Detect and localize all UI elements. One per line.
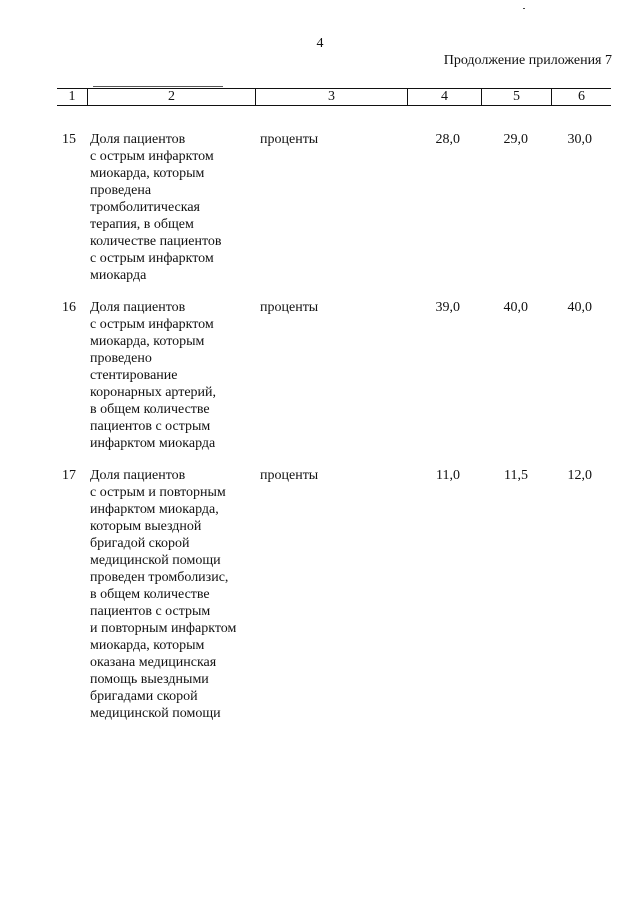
desc-line: с острым и повторным — [90, 485, 226, 500]
row-value-col4: 11,0 — [436, 468, 460, 483]
row-number: 16 — [62, 300, 76, 315]
desc-line: оказана медицинская — [90, 655, 217, 670]
desc-line: и повторным инфарктом — [90, 621, 237, 636]
desc-line: медицинской помощи — [90, 553, 221, 568]
row-value-col5: 40,0 — [503, 300, 528, 315]
desc-line: количестве пациентов — [90, 234, 222, 249]
desc-line: проведена — [90, 183, 152, 198]
desc-line: в общем количестве — [90, 402, 210, 417]
desc-line: помощь выездными — [90, 672, 209, 687]
desc-line: терапия, в общем — [90, 217, 194, 232]
header-col-6: 6 — [551, 88, 611, 106]
desc-line: миокарда — [90, 268, 147, 283]
table-header — [57, 88, 611, 106]
desc-line: проведен тромболизис, — [90, 570, 229, 585]
header-bottom-border — [57, 105, 611, 106]
desc-line: в общем количестве — [90, 587, 210, 602]
desc-line: миокарда, которым — [90, 166, 205, 181]
desc-line: Доля пациентов — [90, 132, 186, 147]
desc-line: Доля пациентов — [90, 468, 186, 483]
header-col-1: 1 — [68, 89, 76, 104]
desc-line: бригадой скорой — [90, 536, 190, 551]
row-value-col4: 28,0 — [435, 132, 460, 147]
desc-line: с острым инфарктом — [90, 251, 214, 266]
desc-line: пациентов с острым — [90, 604, 211, 619]
row-unit: проценты — [260, 468, 319, 483]
desc-line: миокарда, которым — [90, 334, 205, 349]
desc-line: инфарктом миокарда — [90, 436, 216, 451]
desc-line: пациентов с острым — [90, 419, 211, 434]
row-description — [90, 299, 260, 452]
row-value-col4: 39,0 — [435, 300, 460, 315]
scan-dot — [523, 8, 525, 9]
row-value-col6: 40,0 — [567, 300, 592, 315]
row-value-col6: 30,0 — [567, 132, 592, 147]
header-col-3: 3 — [255, 88, 407, 106]
row-number: 15 — [62, 132, 76, 147]
row-value-col6: 12,0 — [567, 468, 592, 483]
desc-line: с острым инфарктом — [90, 149, 214, 164]
row-description — [90, 467, 260, 722]
desc-line: миокарда, которым — [90, 638, 205, 653]
row-description — [90, 131, 260, 284]
row-value-col5: 29,0 — [503, 132, 528, 147]
row-unit: проценты — [260, 300, 319, 315]
desc-line: бригадами скорой — [90, 689, 198, 704]
header-col-5: 5 — [481, 88, 551, 106]
row-value-col5: 11,5 — [504, 468, 528, 483]
continuation-label: Продолжение приложения 7 — [443, 53, 612, 68]
page-number: 4 — [316, 36, 324, 51]
desc-line: тромболитическая — [90, 200, 200, 215]
mark-line — [93, 86, 223, 87]
desc-line: которым выездной — [90, 519, 202, 534]
desc-line: коронарных артерий, — [90, 385, 217, 400]
header-col-4: 4 — [407, 88, 481, 106]
desc-line: инфарктом миокарда, — [90, 502, 219, 517]
row-unit: проценты — [260, 132, 319, 147]
desc-line: стентирование — [90, 368, 178, 383]
desc-line: с острым инфарктом — [90, 317, 214, 332]
desc-line: медицинской помощи — [90, 706, 221, 721]
header-col-2: 2 — [87, 88, 255, 106]
row-number: 17 — [62, 468, 76, 483]
desc-line: проведено — [90, 351, 152, 366]
desc-line: Доля пациентов — [90, 300, 186, 315]
